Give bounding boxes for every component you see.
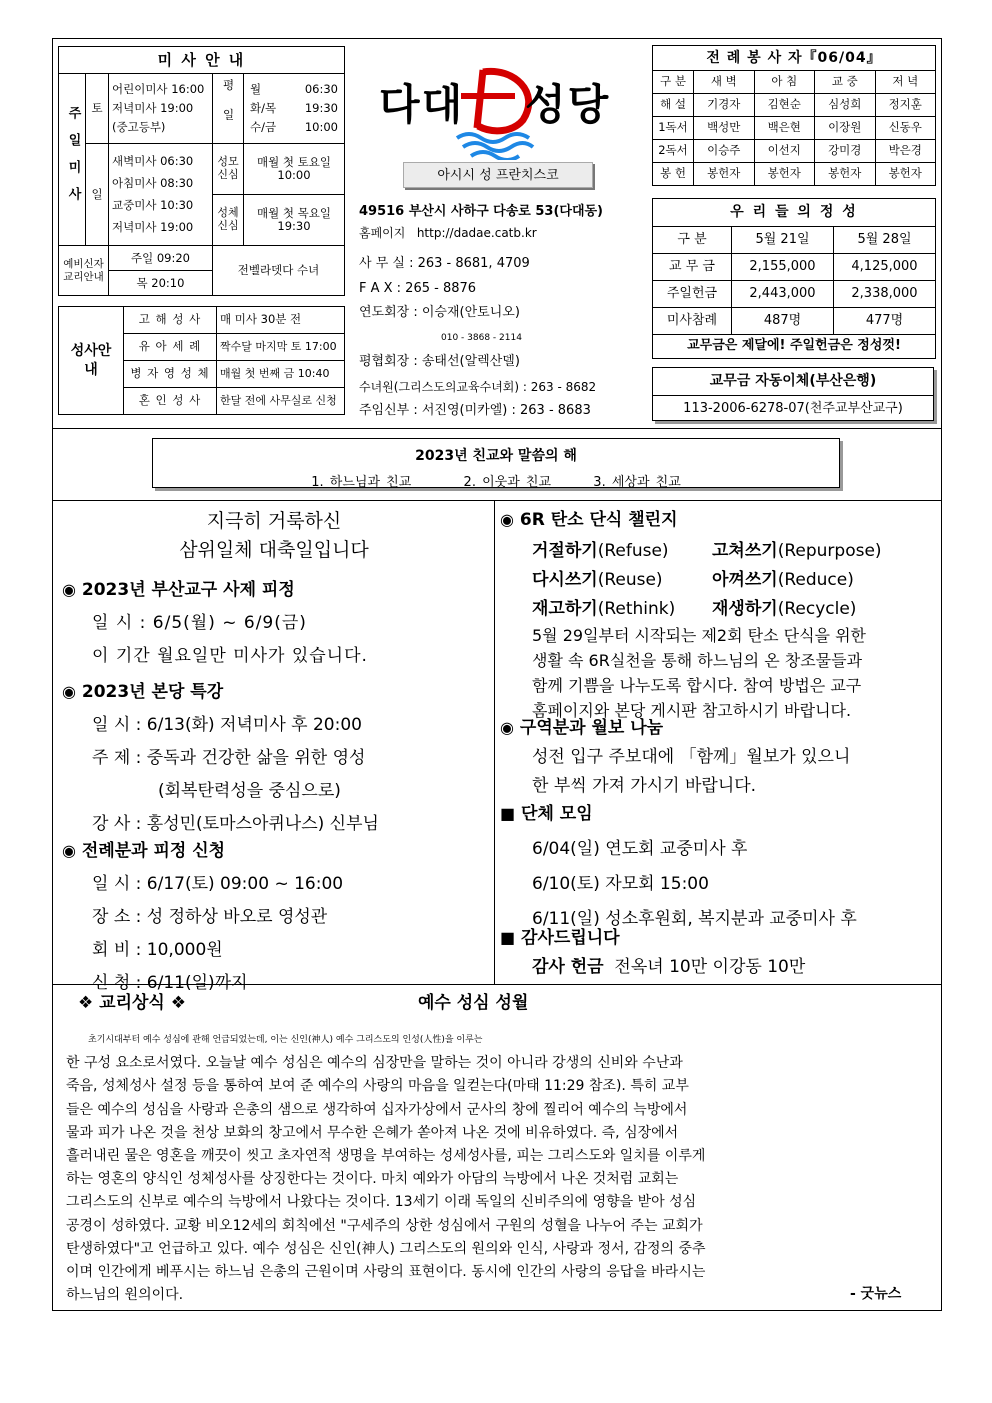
autopay-title: 교무금 자동이체(부산은행) — [653, 368, 933, 396]
theme-top-line — [52, 500, 942, 501]
liturgy-cell: 강미경 — [815, 140, 876, 163]
r-word-en: (Rethink) — [597, 599, 676, 619]
r-word-en: (Reuse) — [597, 570, 663, 590]
sacrament-label: 성사안내 — [59, 307, 124, 415]
table-row — [653, 94, 936, 117]
challenge-line: 5월 29일부터 시작되는 제2회 탄소 단식을 위한 — [532, 626, 866, 645]
sunday-label: 일 — [86, 144, 109, 246]
finance-note: 교무금은 제달에! 주일헌금은 정성껏! — [653, 335, 936, 359]
table-row — [653, 163, 936, 186]
contact-yeondo: 연도회장 : 이승재(안토니오) — [359, 305, 520, 320]
bullet-icon: ◉ — [62, 841, 76, 860]
doctrine-body — [66, 1029, 928, 1307]
autopay-box — [652, 367, 934, 421]
bullet-icon: ◉ — [500, 718, 514, 737]
theme-item: 3. 세상과 친교 — [593, 475, 681, 490]
table-row — [653, 140, 936, 163]
liturgy-cell: 박은경 — [875, 140, 936, 163]
r-word-en: (Repurpose) — [777, 541, 882, 561]
finance-col: 5월 21일 — [732, 227, 834, 254]
sacrament-name: 병 자 영 성 체 — [124, 361, 217, 388]
challenge-line: 생활 속 6R실천을 통해 하느님의 온 창조물들과 — [532, 651, 863, 670]
liturgy-cell: 봉헌자 — [875, 163, 936, 186]
mass-info-box — [58, 46, 345, 296]
doctrine-label: ❖ 교리상식 ❖ — [78, 993, 187, 1013]
r-word: 거절하기 — [532, 541, 598, 561]
section-line: 장 소 : 성 정하상 바오로 영성관 — [92, 907, 328, 927]
group-title: 단체 모임 — [521, 804, 593, 824]
homepage-label: 홈페이지 — [359, 226, 406, 240]
sacrament-text: 한달 전에 사무실로 신청 — [217, 388, 345, 415]
liturgy-table — [652, 70, 936, 186]
liturgy-cell: 이장원 — [815, 117, 876, 140]
sacrament-table — [58, 306, 345, 415]
parish-name-left: 다대 — [379, 80, 465, 129]
liturgy-cell: 이선지 — [754, 140, 815, 163]
sacrament-text: 매 미사 30분 전 — [217, 307, 345, 334]
sun-mass-1: 새벽미사 06:30 — [112, 153, 194, 168]
theme-item: 1. 하느님과 친교 — [311, 475, 412, 490]
finance-cell: 주일헌금 — [653, 281, 732, 308]
devotion-label: 성모신심 — [213, 144, 244, 195]
liturgy-box — [652, 45, 936, 186]
doctrine-line: 하느님의 원의이다. — [66, 1287, 184, 1304]
section-line: 일 시 : 6/17(토) 09:00 ~ 16:00 — [92, 874, 344, 894]
liturgy-col: 교 중 — [815, 71, 876, 94]
patron-box: 아시시 성 프란치스코 — [403, 162, 593, 188]
liturgy-cell: 백성만 — [694, 117, 755, 140]
year-theme-box — [152, 438, 840, 488]
doctrine-line: 죽음, 성체성사 설정 등을 통하여 보여 준 예수의 사랑의 마음을 일컫는다(마태 11:29 참조). 특히 교부 — [66, 1078, 689, 1095]
square-bullet-icon: ■ — [500, 928, 516, 947]
doctrine-line: 흘러내린 물은 영혼을 깨끗이 씻고 초자연적 생명을 부여하는 성세성사를, 피는 그리스도와 일치를 이루게 — [66, 1148, 706, 1165]
sacrament-name: 유 아 세 례 — [124, 334, 217, 361]
liturgy-cell: 1독서 — [653, 117, 694, 140]
section-line: 주 제 : 중독과 건강한 삶을 위한 영성 — [92, 748, 366, 768]
r-word: 아껴쓰기 — [712, 570, 778, 590]
liturgy-cell: 신동우 — [875, 117, 936, 140]
contact-yeondo-phone: 010 - 3868 - 2114 — [441, 332, 522, 343]
notice-lecture — [62, 677, 487, 834]
section-line: 회 비 : 10,000원 — [92, 940, 223, 960]
devotion-time: 10:00 — [277, 168, 311, 182]
finance-cell: 477명 — [834, 308, 936, 335]
sun-mass-2: 아침미사 08:30 — [112, 175, 194, 190]
catechumen-day: 주일 — [130, 251, 154, 265]
bulletin-line: 성전 입구 주보대에 「함께」월보가 있으니 — [532, 747, 851, 767]
sat-mass-1: 어린이미사 16:00 — [112, 81, 205, 96]
notice-thanks — [500, 923, 936, 977]
section-line: 이 기간 월요일만 미사가 있습니다. — [92, 646, 368, 666]
liturgy-cell: 해 설 — [653, 94, 694, 117]
weekday-time: 06:30 — [304, 81, 338, 96]
sacrament-name: 혼 인 성 사 — [124, 388, 217, 415]
finance-cell: 2,155,000 — [732, 254, 834, 281]
catechumen-day: 목 — [136, 276, 148, 290]
column-divider — [494, 500, 495, 984]
header-divider — [52, 428, 942, 429]
liturgy-col: 아 침 — [754, 71, 815, 94]
doctrine-line: 그리스도의 신부로 예수의 늑방에서 나왔다는 것이다. 13세기 이래 독일의 신비주의에 영향을 받아 성심 — [66, 1194, 697, 1211]
weekday-label: 평일 — [213, 74, 244, 144]
headline-2: 삼위일체 대축일입니다 — [179, 539, 369, 561]
finance-cell: 미사참례 — [653, 308, 732, 335]
r-word-en: (Reduce) — [777, 570, 854, 590]
sacrament-text: 매월 첫 번째 금 10:40 — [217, 361, 345, 388]
sat-mass-2: 저녁미사 19:00 — [112, 100, 194, 115]
section-line: (회복탄력성을 중심으로) — [158, 781, 341, 801]
sat-mass-3: (중고등부) — [112, 120, 166, 135]
square-bullet-icon: ■ — [500, 804, 516, 823]
liturgy-col: 구 분 — [653, 71, 694, 94]
doctrine-line: 한 구성 요소로서였다. 오늘날 예수 성심은 예수의 심장만을 말하는 것이 아니라 강생의 신비와 수난과 — [66, 1055, 683, 1072]
contact-pastor: 주임신부 : 서진영(미카엘) : 263 - 8683 — [359, 403, 591, 418]
doctrine-line: 물과 피가 나온 것을 천상 보화의 창고에서 무수한 은혜가 쏟아져 나온 것에 비유하였다. 즉, 심장에서 — [66, 1124, 679, 1141]
finance-cell: 2,443,000 — [732, 281, 834, 308]
r-word-en: (Recycle) — [777, 599, 857, 619]
weekday-day: 수/금 — [250, 120, 277, 135]
mass-schedule-table — [58, 73, 345, 296]
finance-cell: 4,125,000 — [834, 254, 936, 281]
thanks-label: 감사 헌금 — [532, 957, 604, 977]
weekday-time: 19:30 — [304, 100, 338, 115]
r-word: 고쳐쓰기 — [712, 541, 778, 561]
weekday-time: 10:00 — [304, 120, 338, 135]
sacrament-name: 고 해 성 사 — [124, 307, 217, 334]
doctrine-source: - 굿뉴스 — [850, 1286, 902, 1302]
sun-mass-3: 교중미사 10:30 — [112, 198, 194, 212]
catechumen-time: 20:10 — [151, 276, 185, 290]
finance-cell: 487명 — [732, 308, 834, 335]
notice-groups — [500, 799, 936, 929]
contact-office: 사 무 실 : 263 - 8681, 4709 — [359, 256, 530, 271]
bullet-icon: ◉ — [62, 682, 76, 701]
section-title: 2023년 부산교구 사제 피정 — [81, 580, 295, 600]
bullet-icon: ◉ — [500, 510, 514, 529]
liturgy-cell: 봉 헌 — [653, 163, 694, 186]
liturgy-cell: 봉헌자 — [754, 163, 815, 186]
mass-info-title: 미 사 안 내 — [58, 46, 345, 73]
liturgy-cell: 김현순 — [754, 94, 815, 117]
contact-council: 평협회장 : 송태선(알렉산델) — [359, 354, 520, 369]
bulletin-title: 구역분과 월보 나눔 — [519, 718, 664, 738]
group-line: 6/11(일) 성소후원회, 복지분과 교중미사 후 — [532, 909, 857, 929]
devotion-text: 매월 첫 목요일 — [257, 205, 331, 220]
theme-item: 2. 이웃과 친교 — [463, 475, 552, 490]
finance-table — [652, 226, 936, 359]
parish-logo — [375, 62, 625, 162]
parish-address: 49516 부산시 사하구 다송로 53(다대동) — [359, 204, 604, 219]
homepage-url[interactable]: http://dadae.catb.kr — [416, 226, 537, 240]
liturgy-cell: 정지훈 — [875, 94, 936, 117]
catechumen-label: 예비신자교리안내 — [59, 246, 109, 296]
saturday-label: 토 — [86, 74, 109, 144]
section-title: 2023년 본당 특강 — [81, 682, 224, 702]
challenge-title: 6R 탄소 단식 챌린지 — [519, 510, 678, 530]
contact-convent: 수녀원(그리스도의교육수녀회) : 263 - 8682 — [359, 379, 597, 394]
weekday-day: 월 — [250, 81, 262, 96]
liturgy-cell: 심성희 — [815, 94, 876, 117]
group-line: 6/04(일) 연도회 교중미사 후 — [532, 839, 748, 859]
finance-col: 구 분 — [653, 227, 732, 254]
bullet-icon: ◉ — [62, 580, 76, 599]
r-word: 다시쓰기 — [532, 570, 598, 590]
parish-name-right: 성당 — [525, 80, 611, 129]
table-row — [653, 254, 936, 281]
section-line: 일 시 : 6/13(화) 저녁미사 후 20:00 — [92, 715, 362, 735]
finance-cell: 2,338,000 — [834, 281, 936, 308]
liturgy-col: 저 녁 — [875, 71, 936, 94]
catechumen-time: 09:20 — [156, 251, 191, 265]
table-row — [653, 281, 936, 308]
liturgy-cell: 이승주 — [694, 140, 755, 163]
sacrament-text: 짝수달 마지막 토 17:00 — [217, 334, 345, 361]
devotion-label: 성체신심 — [213, 195, 244, 246]
challenge-line: 함께 기쁨을 나누도록 합시다. 참여 방법은 교구 — [532, 676, 862, 695]
liturgy-cell: 2독서 — [653, 140, 694, 163]
weekday-day: 화/목 — [250, 100, 277, 115]
finance-title: 우 리 들 의 정 성 — [652, 198, 936, 226]
section-line: 강 사 : 홍성민(토마스아퀴나스) 신부님 — [92, 814, 379, 834]
notice-retreat — [62, 575, 487, 666]
challenge-line: 홈페이지와 본당 게시판 참고하시기 바랍니다. — [532, 701, 852, 720]
table-row — [653, 308, 936, 335]
autopay-account: 113-2006-6278-07(천주교부산교구) — [683, 401, 903, 416]
finance-col: 5월 28일 — [834, 227, 936, 254]
contact-list — [359, 252, 596, 424]
section-line: 신 청 : 6/11(일)까지 — [92, 973, 248, 993]
group-line: 6/10(토) 자모회 15:00 — [532, 874, 709, 894]
year-theme-title: 2023년 친교와 말씀의 해 — [415, 448, 577, 464]
sun-mass-4: 저녁미사 19:00 — [112, 220, 194, 235]
doctrine-line: 공경이 성하였다. 교황 비오12세의 회칙에선 "구세주의 상한 성심에서 구원의 성혈을 나누어 주는 교회가 — [66, 1217, 703, 1234]
r-word: 재고하기 — [532, 599, 598, 619]
catechumen-teacher: 전벨라뎃다 수녀 — [213, 246, 345, 296]
liturgy-col: 새 벽 — [694, 71, 755, 94]
liturgy-cell: 기경자 — [694, 94, 755, 117]
finance-cell: 교 무 금 — [653, 254, 732, 281]
doctrine-title: 예수 성심 성월 — [418, 993, 529, 1013]
doctrine-line: 탄생하였다"고 언급하고 있다. 예수 성심은 신인(神人) 그리스도의 원의와 인식, 사랑과 정서, 감정의 중추 — [66, 1240, 706, 1257]
liturgy-title: 전 례 봉 사 자『06/04』 — [652, 45, 936, 70]
section-title: 전례분과 피정 신청 — [81, 841, 226, 861]
liturgy-cell: 백은현 — [754, 117, 815, 140]
sunday-mass-label: 주일미사 — [59, 74, 86, 246]
liturgy-cell: 봉헌자 — [694, 163, 755, 186]
doctrine-line: 들은 예수의 성심을 사랑과 은총의 샘으로 생각하여 십자가상에서 군사의 창에 찔리어 예수의 늑방에서 — [66, 1101, 688, 1118]
doctrine-line: 이며 인간에게 베푸시는 하느님 은총의 근원이며 사랑의 표현이다. 동시에 인간의 사랑의 응답을 바라시는 — [66, 1264, 706, 1281]
r-word-en: (Refuse) — [597, 541, 669, 561]
devotion-time: 19:30 — [277, 219, 311, 233]
r-word: 재생하기 — [712, 599, 778, 619]
finance-box — [652, 198, 936, 359]
homepage-row — [359, 224, 537, 241]
notice-challenge — [500, 505, 936, 723]
contact-fax: F A X : 265 - 8876 — [359, 280, 477, 296]
bulletin-line: 한 부씩 가져 가시기 바랍니다. — [532, 776, 757, 796]
thanks-title: 감사드립니다 — [521, 928, 620, 948]
headline-1: 지극히 거룩하신 — [206, 510, 342, 532]
doctrine-line: 초기시대부터 예수 성심에 관해 언급되었는데, 이는 신인(神人) 예수 그리스도의 인성(人性)을 이루는 — [88, 1035, 483, 1045]
notice-liturgy-retreat — [62, 836, 487, 993]
devotion-text: 매월 첫 토요일 — [257, 154, 331, 169]
doctrine-line: 하는 영혼의 양식인 성체성사를 상징한다는 것이다. 마치 예와가 아담의 늑방에서 나온 것처럼 교회는 — [66, 1171, 679, 1188]
liturgy-cell: 봉헌자 — [815, 163, 876, 186]
table-row — [653, 117, 936, 140]
thanks-text: 전옥녀 10만 이강동 10만 — [614, 957, 806, 977]
notice-bulletin — [500, 713, 936, 796]
section-line: 일 시 : 6/5(월) ~ 6/9(금) — [92, 613, 307, 633]
